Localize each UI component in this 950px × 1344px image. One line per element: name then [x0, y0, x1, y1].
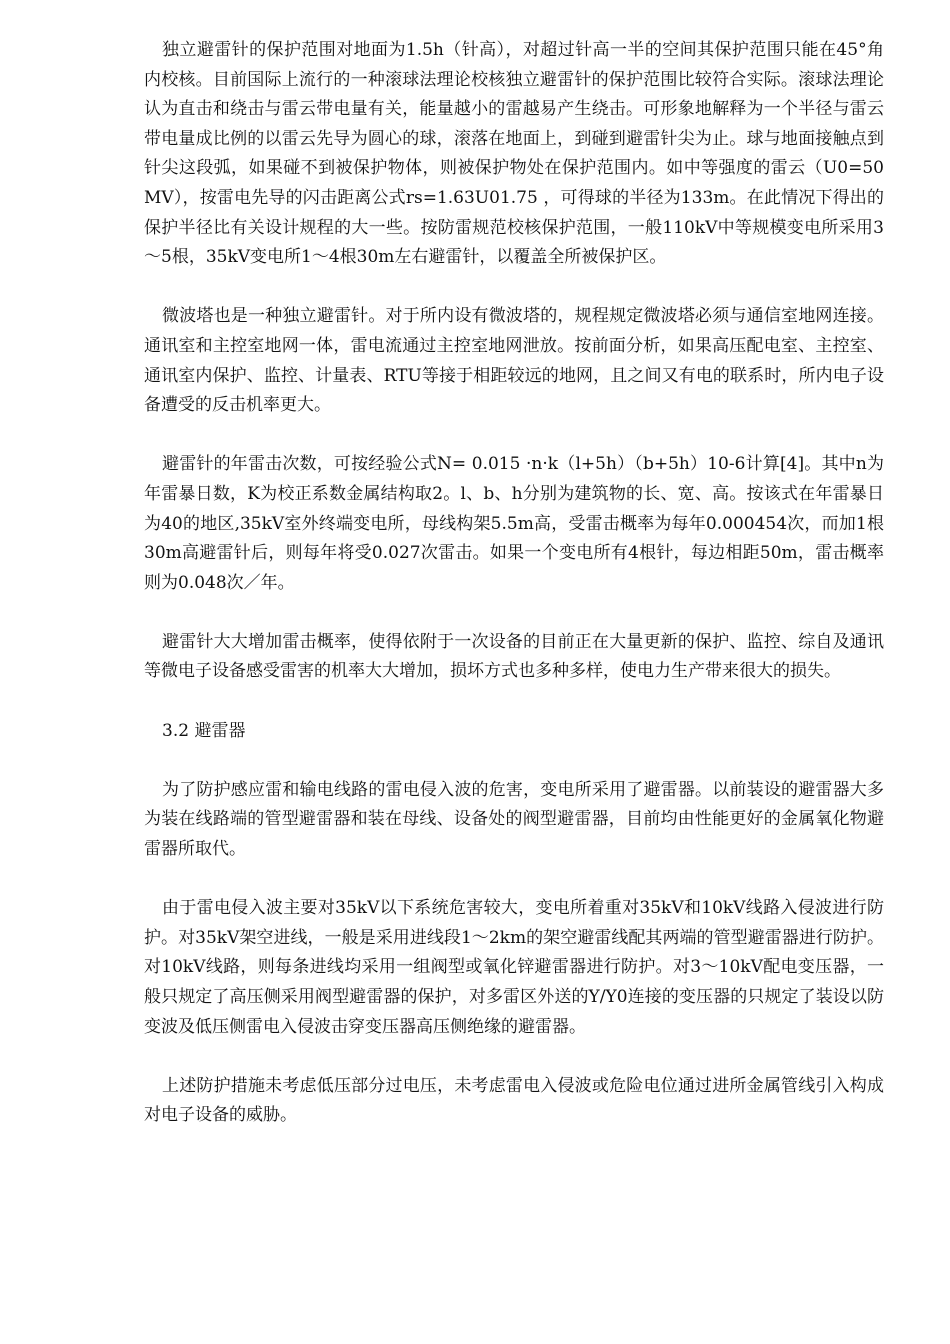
paragraph-annual-strike-count: 避雷针的年雷击次数，可按经验公式N= 0.015 ·n·k（l+5h）（b+5h）10-6计算[4]。其中n为年雷暴日数，K为校正系数金属结构取2。l、b、h分别为建筑物的长、宽、高。按该式在年雷暴日为40的地区,35kV室外终端变电所，母线构架5.5m高，受雷击概率为每年0.000454次，而加1根30m高避雷针后，则每年将受0.027次雷击。如果一个变电所有4根针，每边相距50m，雷击概率则为0.048次／年。 — [144, 454, 884, 593]
paragraph-low-voltage-omission: 上述防护措施未考虑低压部分过电压，未考虑雷电入侵波或危险电位通过进所金属管线引入构成对电子设备的威胁。 — [144, 1075, 884, 1126]
paragraph-lightning-rod-protection-range: 独立避雷针的保护范围对地面为1.5h（针高），对超过针高一半的空间其保护范围只能在45°角内校核。目前国际上流行的一种滚球法理论校核独立避雷针的保护范围比较符合实际。滚球法理论认为直击和绕击与雷云带电量有关，能量越小的雷越易产生绕击。可形象地解释为一个半径与雷云带电量成比例的以雷云先导为圆心的球，滚落在地面上，到碰到避雷针尖为止。球与地面接触点到针尖这段弧，如果碰不到被保护物体，则被保护物处在保护范围内。如中等强度的雷云（U0=50MV），按雷电先导的闪击距离公式rs=1.63U01.75 ，可得球的半径为133m。在此情况下得出的保护半径比有关设计规程的大一些。按防雷规范校核保护范围，一般110kV中等规模变电所采用3～5根，35kV变电所1～4根30m左右避雷针，以覆盖全所被保护区。 — [144, 40, 884, 268]
section-heading-arrester: 3.2 避雷器 — [162, 720, 246, 741]
paragraph-incoming-wave-protection: 由于雷电侵入波主要对35kV以下系统危害较大，变电所着重对35kV和10kV线路入侵波进行防护。对35kV架空进线，一般是采用进线段1～2km的架空避雷线配其两端的管型避雷器进行防护。对10kV线路，则每条进线均采用一组阀型或氧化锌避雷器进行防护。对3～10kV配电变压器，一般只规定了高压侧采用阀型避雷器的保护，对多雷区外送的Y/Y0连接的变压器的只规定了装设以防变波及低压侧雷电入侵波击穿变压器高压侧绝缘的避雷器。 — [144, 898, 884, 1037]
document-page — [144, 36, 884, 1161]
paragraph-strike-probability-impact: 避雷针大大增加雷击概率，使得依附于一次设备的目前正在大量更新的保护、监控、综自及通讯等微电子设备感受雷害的机率大大增加，损坏方式也多种多样，使电力生产带来很大的损失。 — [144, 631, 884, 682]
paragraph-arrester-intro: 为了防护感应雷和输电线路的雷电侵入波的危害，变电所采用了避雷器。以前装设的避雷器大多为装在线路端的管型避雷器和装在母线、设备处的阀型避雷器，目前均由性能更好的金属氧化物避雷器所取代。 — [144, 779, 884, 860]
paragraph-microwave-tower: 微波塔也是一种独立避雷针。对于所内设有微波塔的，规程规定微波塔必须与通信室地网连接。通讯室和主控室地网一体，雷电流通过主控室地网泄放。按前面分析，如果高压配电室、主控室、通讯室内保护、监控、计量表、RTU等接于相距较远的地网，且之间又有电的联系时，所内电子设备遭受的反击机率更大。 — [144, 306, 884, 416]
